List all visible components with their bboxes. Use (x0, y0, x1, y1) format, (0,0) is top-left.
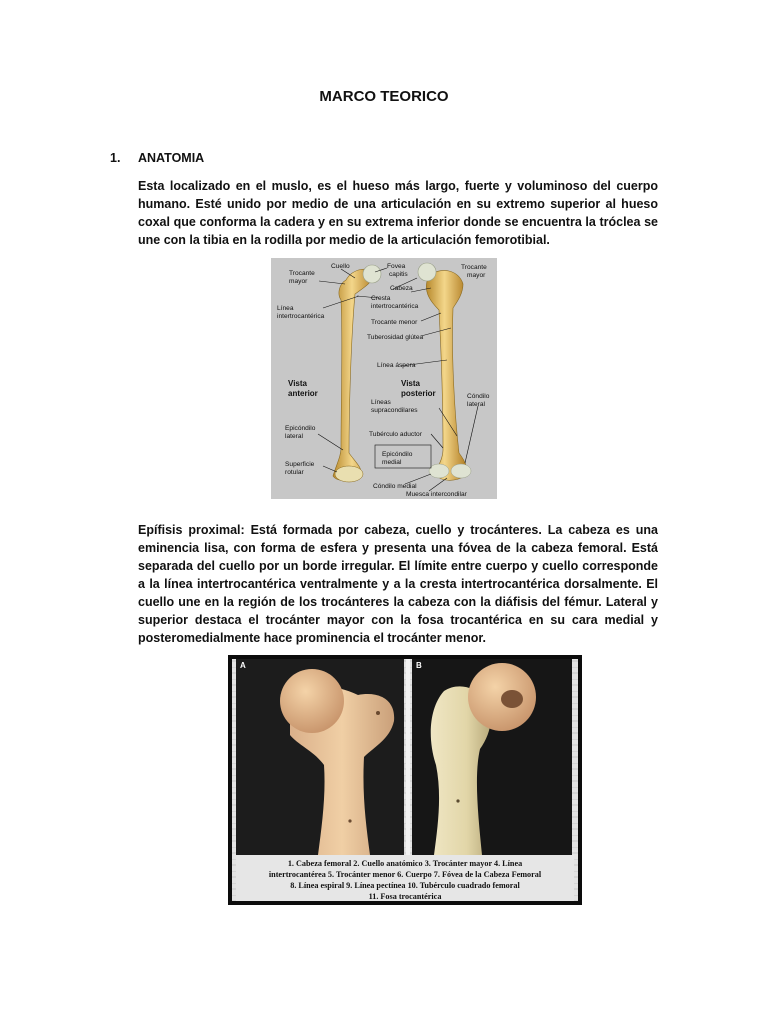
label-fovea-2: capitis (389, 271, 408, 278)
label-trocante-mayor-posterior: Trocante (461, 264, 487, 271)
photo-panel-b (412, 659, 572, 855)
caption-line-1: 1. Cabeza femoral 2. Cuello anatómico 3. Trocánter mayor 4. Línea (287, 859, 523, 868)
label-epicondilo-medial: Epicóndilo (382, 451, 413, 458)
photo-panel-a (236, 659, 404, 855)
page-title: MARCO TEORICO (319, 88, 449, 105)
label-muesca-intercondilar: Muesca intercondilar (406, 491, 467, 498)
posterior-femur (418, 263, 471, 480)
label-epicondilo-lateral: Epicóndilo (285, 425, 316, 432)
femur-views-diagram (271, 258, 497, 499)
label-fovea: Fovea (387, 263, 406, 270)
label-cuello: Cuello (331, 263, 350, 270)
label-cabeza: Cabeza (390, 285, 413, 292)
label-condilo-medial: Cóndilo medial (373, 483, 417, 490)
label-trocante-mayor-posterior-2: mayor (467, 272, 486, 279)
panel-b-label: B (416, 661, 422, 670)
paragraph-anatomy-intro: Esta localizado en el muslo, es el hueso más largo, fuerte y voluminoso del cuerpo humano. Esté unido por medio de una articulación en su extremo superior al hueso coxal que conforma la cadera y en su extrema inferior donde se encuentra la tróclea se une con la tibia en la rodilla por medio de la articulación femorotibial. (138, 179, 658, 247)
label-tuberosidad-glutea: Tuberosidad glútea (367, 334, 424, 341)
label-trocante-mayor-anterior-2: mayor (289, 278, 308, 285)
paragraph-epifisis-proximal: Epífisis proximal: Está formada por cabeza, cuello y trocánteres. La cabeza es una eminencia lisa, con forma de esfera y presenta una fóvea de la cabeza femoral. Está separada del cuello por un borde irregular. El límite entre cuerpo y cuello corresponde a la línea intertrocantérica ventralmente y a la cresta intertrocantérica dorsalmente. El cuello une en la región de los trocánteres la cabeza con la diáfisis del fémur. Lateral y superior destaca el trocánter mayor con la fosa trocantérica en su cara medial y posteromedialmente hace prominencia el trocánter menor. (138, 523, 658, 645)
label-vista-anterior-2: anterior (288, 389, 318, 398)
label-condilo-lateral: Cóndilo (467, 393, 490, 400)
label-condilo-lateral-2: lateral (467, 401, 485, 408)
caption-line-4: 11. Fosa trocantérica (368, 892, 442, 901)
label-linea-intertrocanterica: Línea (277, 305, 294, 312)
femur-head-photo (228, 655, 582, 905)
label-trocante-mayor-anterior: Trocante (289, 270, 315, 277)
section-title: ANATOMIA (138, 151, 205, 165)
label-cresta-2: intertrocantérica (371, 303, 419, 310)
label-vista-posterior-2: posterior (401, 389, 436, 398)
label-superficie-rotular: Superficie (285, 461, 315, 468)
label-epicondilo-medial-2: medial (382, 459, 402, 466)
caption-line-2: intertrocantérea 5. Trocánter menor 6. Cuerpo 7. Fóvea de la Cabeza Femoral (268, 870, 542, 879)
caption-line-3: 8. Línea espiral 9. Línea pectínea 10. Tubérculo cuadrado femoral (290, 881, 520, 890)
section-number: 1. (110, 151, 121, 165)
label-cresta: Cresta (371, 295, 391, 302)
label-trocante-menor: Trocante menor (371, 319, 418, 326)
label-lineas-supracondilares: Líneas (371, 399, 391, 406)
label-linea-aspera: Línea áspera (377, 362, 416, 369)
label-tuberculo-aductor: Tubérculo aductor (369, 431, 422, 438)
label-lineas-supracondilares-2: supracondilares (371, 407, 418, 414)
panel-a-label: A (240, 661, 246, 670)
label-epicondilo-lateral-2: lateral (285, 433, 303, 440)
label-linea-intertrocanterica-2: intertrocantérica (277, 313, 325, 320)
label-vista-posterior: Vista (401, 379, 420, 388)
label-superficie-rotular-2: rotular (285, 469, 304, 476)
label-vista-anterior: Vista (288, 379, 307, 388)
